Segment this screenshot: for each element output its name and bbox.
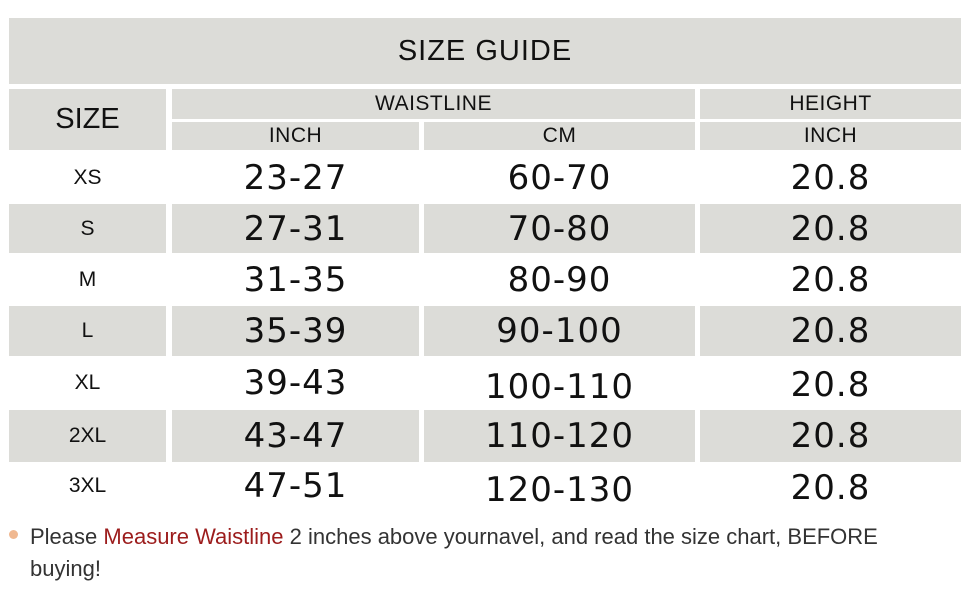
waist-cm-cell-3xl: 120-130 (424, 466, 695, 514)
note-suffix: 2 inches above yournavel, and read the size chart, BEFORE buying! (30, 524, 878, 581)
bullet-dot-icon (9, 530, 18, 539)
waist-inch-cell-2xl: 43-47 (172, 410, 419, 462)
height-cell-3xl: 20.8 (700, 464, 961, 512)
size-cell-s: S (9, 204, 166, 253)
waist-inch-cell-l: 35-39 (172, 306, 419, 356)
height-cell-2xl: 20.8 (700, 410, 961, 462)
measurement-note (30, 521, 950, 585)
waist-cm-cell-l: 90-100 (424, 306, 695, 356)
waistline-header: WAISTLINE (172, 89, 695, 119)
size-cell-m: M (9, 255, 166, 304)
size-cell-2xl: 2XL (9, 410, 166, 462)
size-guide-title: SIZE GUIDE (9, 18, 961, 84)
size-cell-3xl: 3XL (9, 462, 166, 510)
height-cell-xl: 20.8 (700, 360, 961, 410)
size-cell-xl: XL (9, 358, 166, 408)
height-inch-header: INCH (700, 122, 961, 150)
waist-cm-cell-s: 70-80 (424, 204, 695, 253)
waistline-inch-header: INCH (172, 122, 419, 150)
waist-inch-cell-s: 27-31 (172, 204, 419, 253)
height-cell-m: 20.8 (700, 255, 961, 304)
waist-cm-cell-m: 80-90 (424, 255, 695, 304)
note-highlight: Measure Waistline (103, 524, 284, 549)
waistline-cm-header: CM (424, 122, 695, 150)
height-header: HEIGHT (700, 89, 961, 119)
height-cell-s: 20.8 (700, 204, 961, 253)
waist-inch-cell-xl: 39-43 (172, 358, 419, 408)
size-cell-l: L (9, 306, 166, 356)
waist-cm-cell-xs: 60-70 (424, 153, 695, 202)
size-cell-xs: XS (9, 153, 166, 202)
height-cell-xs: 20.8 (700, 153, 961, 202)
waist-inch-cell-xs: 23-27 (172, 153, 419, 202)
height-cell-l: 20.8 (700, 306, 961, 356)
waist-inch-cell-m: 31-35 (172, 255, 419, 304)
waist-cm-cell-xl: 100-110 (424, 362, 695, 412)
note-prefix: Please (30, 524, 104, 549)
size-column-header: SIZE (9, 89, 166, 150)
waist-cm-cell-2xl: 110-120 (424, 410, 695, 462)
waist-inch-cell-3xl: 47-51 (172, 462, 419, 510)
